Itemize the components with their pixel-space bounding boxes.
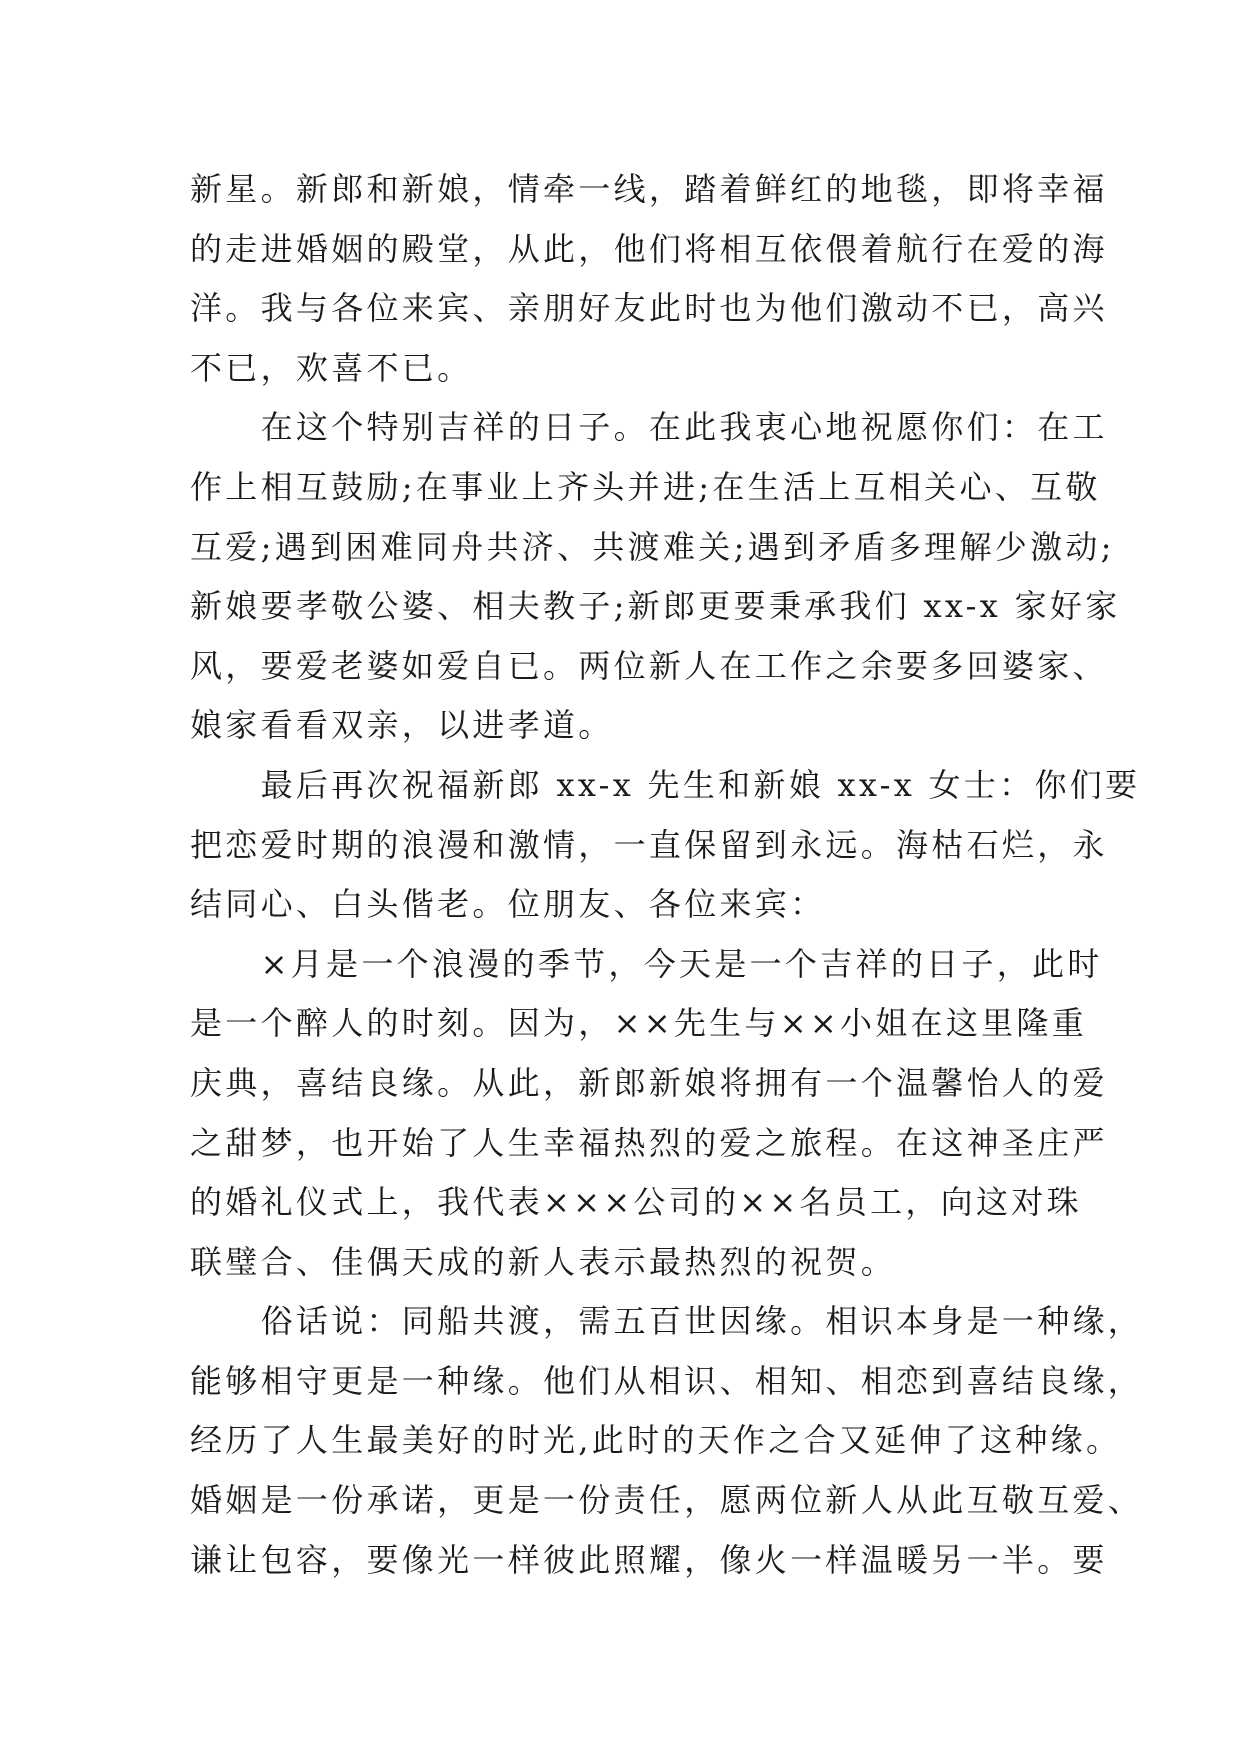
text-line: 洋。我与各位来宾、亲朋好友此时也为他们激动不已，高兴 [190, 289, 1108, 328]
text-line: 娘家看看双亲，以进孝道。 [190, 706, 614, 745]
text-line: 最后再次祝福新郎 xx-x 先生和新娘 xx-x 女士：你们要 [190, 765, 1141, 804]
text-line: 把恋爱时期的浪漫和激情，一直保留到永远。海枯石烂，永 [190, 825, 1108, 864]
body-text [190, 160, 1144, 1590]
text-line: 联璧合、佳偶天成的新人表示最热烈的祝贺。 [190, 1242, 897, 1281]
text-line: 风，要爱老婆如爱自已。两位新人在工作之余要多回婆家、 [190, 646, 1108, 685]
text-line: 是一个醉人的时刻。因为，××先生与××小姐在这里隆重 [190, 1004, 1088, 1043]
text-line: 庆典，喜结良缘。从此，新郎新娘将拥有一个温馨怡人的爱 [190, 1063, 1108, 1102]
text-line: 之甜梦，也开始了人生幸福热烈的爱之旅程。在这神圣庄严 [190, 1123, 1108, 1162]
text-line: 能够相守更是一种缘。他们从相识、相知、相恋到喜结良缘， [190, 1361, 1144, 1400]
text-line: 新娘要孝敬公婆、相夫教子;新郎更要秉承我们 xx-x 家好家 [190, 587, 1121, 626]
text-line: 经历了人生最美好的时光,此时的天作之合又延伸了这种缘。 [190, 1421, 1122, 1460]
text-line: 的婚礼仪式上，我代表×××公司的××名员工，向这对珠 [190, 1183, 1082, 1222]
text-line: 不已，欢喜不已。 [190, 348, 473, 387]
text-line: 作上相互鼓励;在事业上齐头并进;在生活上互相关心、互敬 [190, 467, 1101, 506]
text-line: ×月是一个浪漫的季节，今天是一个吉祥的日子，此时 [190, 944, 1103, 983]
text-line: 俗话说：同船共渡，需五百世因缘。相识本身是一种缘， [190, 1302, 1144, 1341]
text-line: 婚姻是一份承诺，更是一份责任，愿两位新人从此互敬互爱、 [190, 1481, 1144, 1520]
text-line: 在这个特别吉祥的日子。在此我衷心地祝愿你们：在工 [190, 408, 1108, 447]
text-line: 互爱;遇到困难同舟共济、共渡难关;遇到矛盾多理解少激动; [190, 527, 1115, 566]
text-line: 谦让包容，要像光一样彼此照耀，像火一样温暖另一半。要 [190, 1540, 1108, 1579]
text-line: 的走进婚姻的殿堂，从此，他们将相互依偎着航行在爱的海 [190, 229, 1108, 268]
text-line: 结同心、白头偕老。位朋友、各位来宾： [190, 885, 826, 924]
text-line: 新星。新郎和新娘，情牵一线，踏着鲜红的地毯，即将幸福 [190, 170, 1108, 208]
